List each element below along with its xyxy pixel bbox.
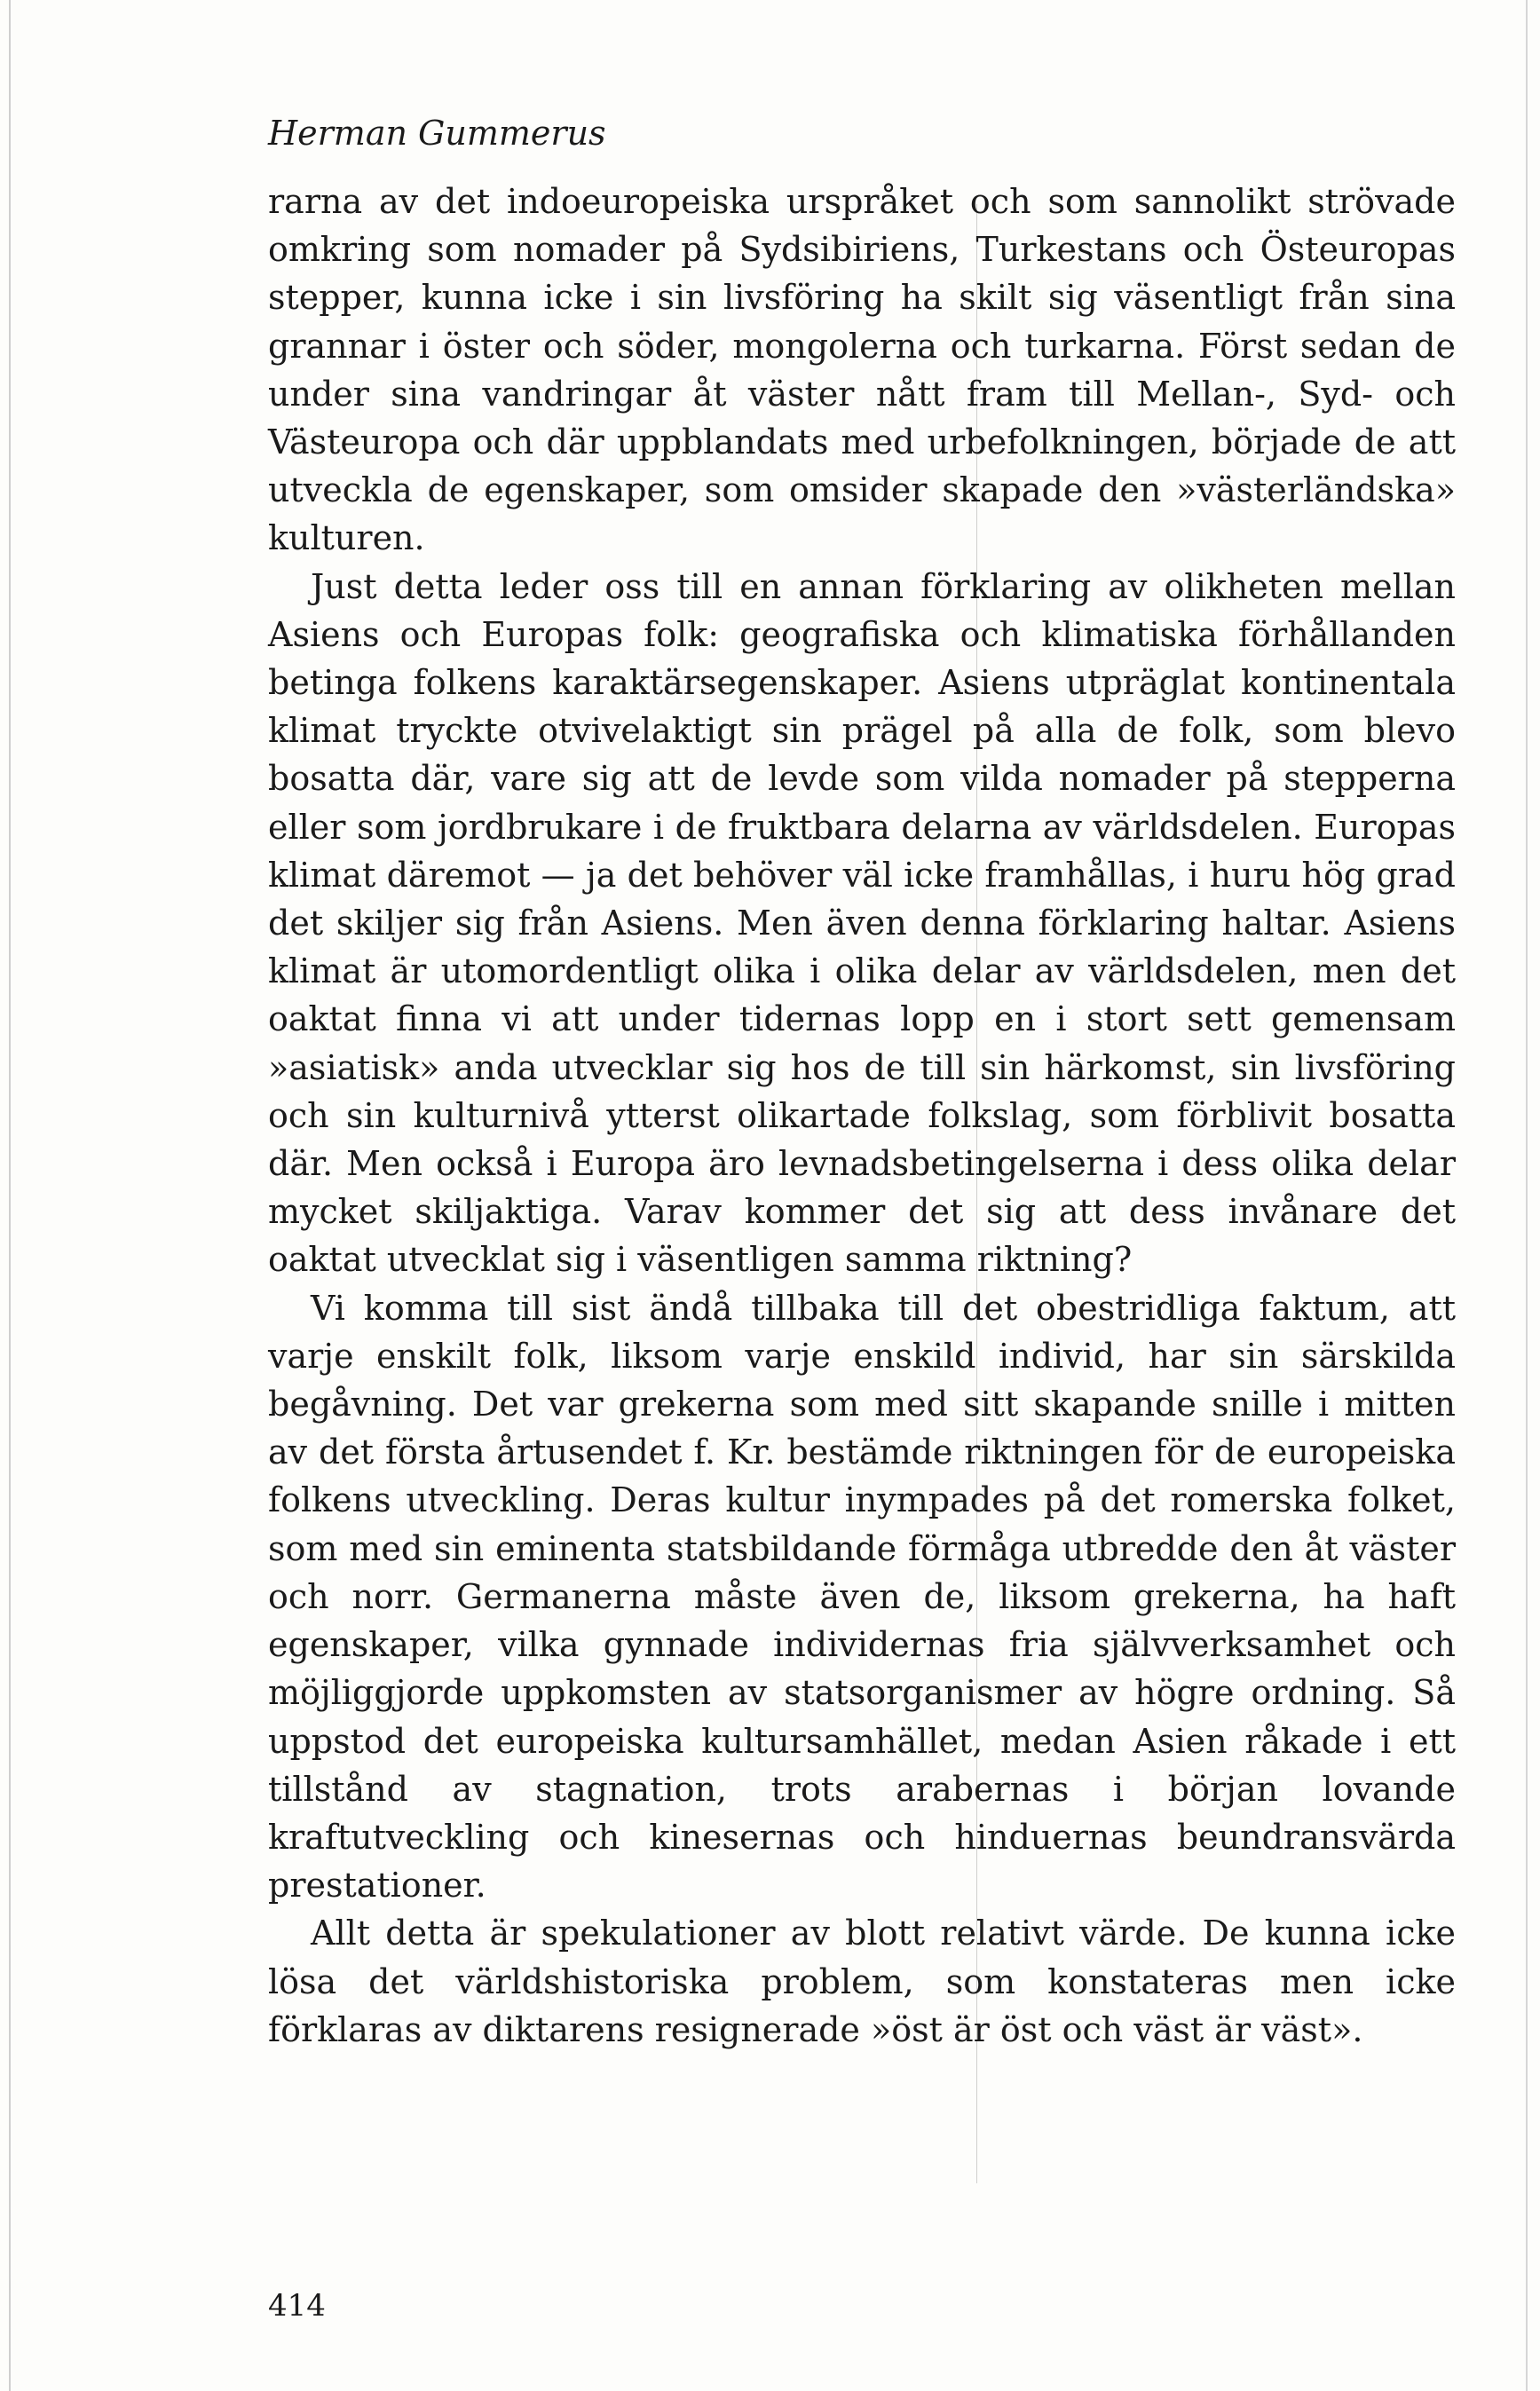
page-number: 414 [268,2288,326,2324]
page-left-edge [9,0,11,2391]
running-head-author: Herman Gummerus [268,114,606,153]
page-right-edge [1526,0,1528,2391]
paragraph-2: Just detta leder oss till en annan förklaring av olikheten mellan Asiens och Europas folk: geografiska och klimatiska förhållanden betinga folkens karaktärsegenskaper. Asiens utpräglat kontinentala klimat tryckte otvivelaktigt sin prägel på alla de folk, som blevo bosatta där, vare sig att de levde som vilda nomader på stepperna eller som jordbrukare i de fruktbara delarna av världsdelen. Europas klimat däremot — ja det behöver väl icke framhållas, i huru hög grad det skiljer sig från Asiens. Men även denna förklaring haltar. Asiens klimat är utomordentligt olika i olika delar av världsdelen, men det oaktat finna vi att under tidernas lopp en i stort sett gemensam »asiatisk» anda utvecklar sig hos de till sin härkomst, sin livsföring och sin kulturnivå ytterst olikartade folkslag, som förblivit bosatta där. Men också i Europa äro levnadsbetingelserna i dess olika delar mycket skiljaktiga. Varav kommer det sig att dess invånare det oaktat utvecklat sig i väsentligen samma riktning? [268,566,1456,1280]
paragraph-4: Allt detta är spekulationer av blott relativt värde. De kunna icke lösa det världshistoriska problem, som konstateras men icke förklaras av diktarens resignerade »öst är öst och väst är väst». [268,1914,1456,2049]
body-text [268,178,1456,2054]
paragraph-3: Vi komma till sist ändå tillbaka till det obestridliga faktum, att varje enskilt folk, liksom varje enskild individ, har sin särskilda begåvning. Det var grekerna som med sitt skapande snille i mitten av det första årtusendet f. Kr. bestämde riktningen för de europeiska folkens utveckling. Deras kultur inympades på det romerska folket, som med sin eminenta statsbildande förmåga utbredde den åt väster och norr. Germanerna måste även de, liksom grekerna, ha haft egenskaper, vilka gynnade individernas fria självverksamhet och möjliggjorde uppkomsten av statsorganismer av högre ordning. Så uppstod det europeiska kultursamhället, medan Asien råkade i ett tillstånd av stagnation, trots arabernas i början lovande kraftutveckling och kinesernas och hinduernas beundransvärda prestationer. [268,1288,1456,1906]
paragraph-1: rarna av det indoeuropeiska urspråket och som sannolikt strövade omkring som nomader på Sydsibiriens, Turkestans och Östeuropas stepper, kunna icke i sin livsföring ha skilt sig väsentligt från sina grannar i öster och söder, mongolerna och turkarna. Först sedan de under sina vandringar åt väster nått fram till Mellan-, Syd- och Västeuropa och där uppblandats med urbefolkningen, började de att utveckla de egenskaper, som omsider skapade den »västerländska» kulturen. [268,182,1456,558]
